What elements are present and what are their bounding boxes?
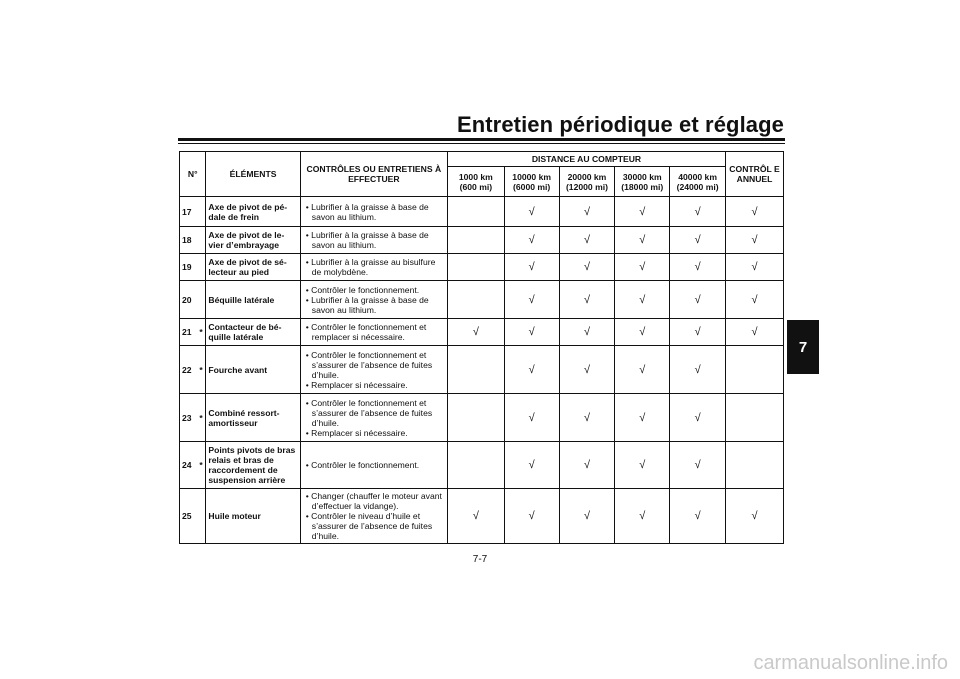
page-title: Entretien périodique et réglage <box>456 112 784 137</box>
row-checks <box>300 227 447 254</box>
table-row <box>180 319 784 346</box>
check-mark-cell: √ <box>726 319 784 346</box>
check-mark-cell: √ <box>615 281 670 319</box>
check-item: • Lubrifier à la graisse à base de savon au lithium. <box>305 230 429 250</box>
header-rule-thin <box>178 143 785 144</box>
row-dealer-mark: * <box>197 319 206 346</box>
row-dealer-mark <box>197 197 206 227</box>
row-element: Huile moteur <box>206 489 300 544</box>
check-mark-cell: √ <box>559 489 615 544</box>
page-number: 7-7 <box>472 554 488 565</box>
header-checks: CONTRÔLES OU ENTRETIENS À EFFECTUER <box>300 152 447 197</box>
check-mark-cell <box>447 346 504 394</box>
table-row <box>180 197 784 227</box>
row-element: Axe de pivot de le-vier d’embrayage <box>206 227 300 254</box>
check-mark-cell: √ <box>504 442 559 489</box>
header-annual: CONTRÔL E ANNUEL <box>726 152 784 197</box>
row-number: 21 <box>180 319 197 346</box>
check-mark-cell <box>726 346 784 394</box>
check-mark-cell: √ <box>726 227 784 254</box>
row-checks <box>300 319 447 346</box>
check-mark-cell: √ <box>504 346 559 394</box>
row-checks <box>300 442 447 489</box>
check-mark-cell <box>726 394 784 442</box>
check-mark-cell: √ <box>559 346 615 394</box>
header-d1: 1000 km (600 mi) <box>447 167 504 197</box>
row-checks <box>300 346 447 394</box>
check-mark-cell: √ <box>726 197 784 227</box>
check-mark-cell: √ <box>504 281 559 319</box>
table-row <box>180 394 784 442</box>
watermark: carmanualsonline.info <box>753 652 948 674</box>
table-row <box>180 254 784 281</box>
check-mark-cell: √ <box>615 319 670 346</box>
row-number: 25 <box>180 489 197 544</box>
row-element: Points pivots de bras relais et bras de raccordement de suspension arrière <box>206 442 300 489</box>
check-mark-cell: √ <box>726 254 784 281</box>
check-mark-cell: √ <box>670 346 726 394</box>
check-mark-cell: √ <box>559 319 615 346</box>
check-mark-cell: √ <box>504 489 559 544</box>
check-mark-cell: √ <box>559 254 615 281</box>
check-item: • Lubrifier à la graisse au bisulfure de molybdène. <box>305 257 436 277</box>
check-mark-cell: √ <box>615 227 670 254</box>
row-element: Contacteur de bé-quille latérale <box>206 319 300 346</box>
check-mark-cell: √ <box>615 394 670 442</box>
check-mark-cell: √ <box>559 394 615 442</box>
row-number: 18 <box>180 227 197 254</box>
check-mark-cell: √ <box>615 442 670 489</box>
check-mark-cell: √ <box>670 254 726 281</box>
check-mark-cell: √ <box>504 394 559 442</box>
check-mark-cell: √ <box>447 319 504 346</box>
check-item: • Lubrifier à la graisse à base de savon au lithium. <box>305 201 429 222</box>
table-row <box>180 346 784 394</box>
row-number: 23 <box>180 394 197 442</box>
row-number: 24 <box>180 442 197 489</box>
row-checks <box>300 281 447 319</box>
check-mark-cell <box>447 394 504 442</box>
check-mark-cell: √ <box>504 197 559 227</box>
check-mark-cell: √ <box>615 254 670 281</box>
check-mark-cell: √ <box>447 489 504 544</box>
header-d3: 20000 km (12000 mi) <box>559 167 615 197</box>
check-mark-cell: √ <box>615 197 670 227</box>
check-mark-cell: √ <box>504 227 559 254</box>
header-d2: 10000 km (6000 mi) <box>504 167 559 197</box>
row-element: Axe de pivot de pé-dale de frein <box>206 197 300 227</box>
table-row <box>180 442 784 489</box>
row-element: Béquille latérale <box>206 281 300 319</box>
check-mark-cell <box>447 227 504 254</box>
check-mark-cell <box>726 442 784 489</box>
header-distance: DISTANCE AU COMPTEUR <box>447 152 725 167</box>
check-mark-cell: √ <box>726 281 784 319</box>
check-item: • Lubrifier à la graisse à base de savon au lithium. <box>305 294 429 315</box>
table-row <box>180 489 784 544</box>
check-mark-cell: √ <box>726 489 784 544</box>
row-dealer-mark <box>197 254 206 281</box>
table-body <box>180 197 784 544</box>
row-element: Combiné ressort-amortisseur <box>206 394 300 442</box>
check-item: • Contrôler le fonctionnement. <box>305 284 420 295</box>
check-mark-cell: √ <box>559 227 615 254</box>
check-item: • Remplacer si nécessaire. <box>305 427 408 438</box>
check-item: • Contrôler le fonctionnement et remplacer si nécessaire. <box>305 322 427 342</box>
header-elements: ÉLÉMENTS <box>206 152 300 197</box>
row-checks <box>300 197 447 227</box>
row-element: Fourche avant <box>206 346 300 394</box>
check-mark-cell: √ <box>670 489 726 544</box>
check-mark-cell: √ <box>615 489 670 544</box>
chapter-tab: 7 <box>787 320 819 374</box>
row-dealer-mark: * <box>197 346 206 394</box>
header-d5: 40000 km (24000 mi) <box>670 167 726 197</box>
check-mark-cell: √ <box>559 197 615 227</box>
check-item: • Remplacer si nécessaire. <box>305 379 408 390</box>
check-mark-cell <box>447 254 504 281</box>
header-d4: 30000 km (18000 mi) <box>615 167 670 197</box>
header-rule-thick <box>178 138 785 141</box>
check-mark-cell: √ <box>559 281 615 319</box>
check-mark-cell <box>447 442 504 489</box>
row-dealer-mark: * <box>197 442 206 489</box>
table-row <box>180 227 784 254</box>
row-dealer-mark <box>197 489 206 544</box>
row-checks <box>300 489 447 544</box>
check-item: • Contrôler le fonctionnement. <box>305 460 420 470</box>
check-mark-cell <box>447 281 504 319</box>
row-number: 22 <box>180 346 197 394</box>
row-number: 20 <box>180 281 197 319</box>
table-row <box>180 281 784 319</box>
check-mark-cell: √ <box>504 254 559 281</box>
check-mark-cell: √ <box>670 197 726 227</box>
row-dealer-mark <box>197 227 206 254</box>
check-mark-cell: √ <box>670 227 726 254</box>
row-element: Axe de pivot de sé-lecteur au pied <box>206 254 300 281</box>
check-mark-cell: √ <box>670 394 726 442</box>
check-item: • Changer (chauffer le moteur avant d’effectuer la vidange). <box>305 491 442 511</box>
check-item: • Contrôler le fonctionnement et s’assurer de l’absence de fuites d’huile. <box>305 349 433 380</box>
row-checks <box>300 394 447 442</box>
check-item: • Contrôler le niveau d’huile et s’assurer de l’absence de fuites d’huile. <box>305 511 433 541</box>
check-mark-cell: √ <box>615 346 670 394</box>
row-number: 17 <box>180 197 197 227</box>
row-dealer-mark: * <box>197 394 206 442</box>
maintenance-table <box>179 151 784 544</box>
row-dealer-mark <box>197 281 206 319</box>
check-mark-cell: √ <box>504 319 559 346</box>
row-number: 19 <box>180 254 197 281</box>
check-mark-cell: √ <box>559 442 615 489</box>
check-mark-cell: √ <box>670 319 726 346</box>
check-mark-cell <box>447 197 504 227</box>
row-checks <box>300 254 447 281</box>
check-item: • Contrôler le fonctionnement et s’assurer de l’absence de fuites d’huile. <box>305 397 433 428</box>
check-mark-cell: √ <box>670 281 726 319</box>
check-mark-cell: √ <box>670 442 726 489</box>
header-num: N° <box>180 152 206 197</box>
